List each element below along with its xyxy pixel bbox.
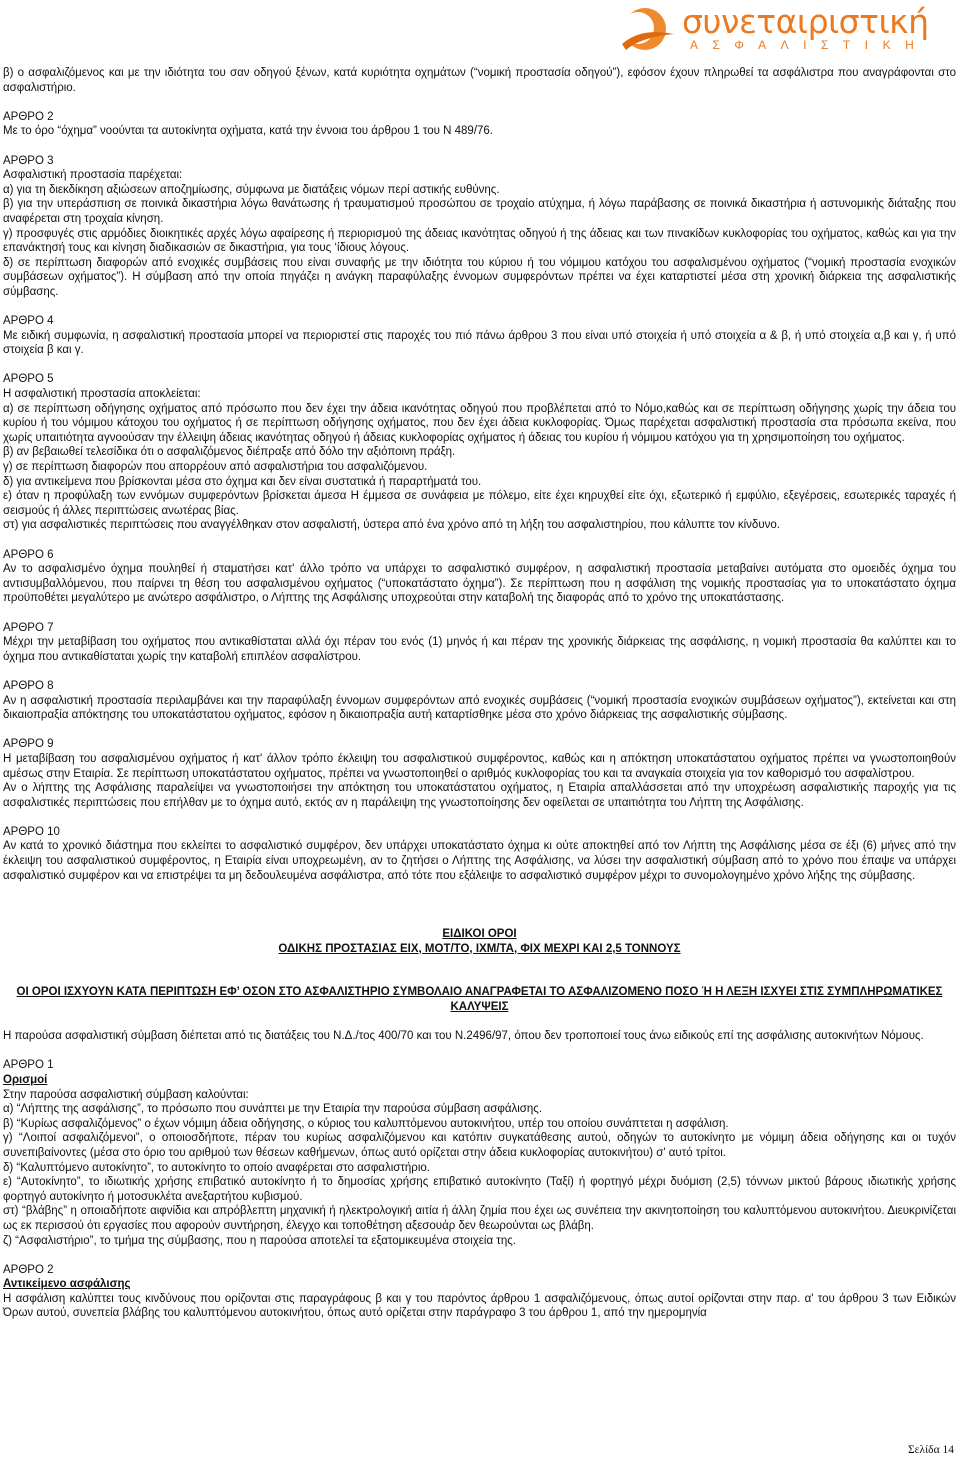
paragraph: δ) σε περίπτωση διαφορών από ενοχικές συμβάσεις που είναι συναφής με την ιδιότητα του κύριου ή του νόμιμου κατόχου του ασφαλισμένου οχήματος (“νομική προστασία ενοχικών συμβάσεων οχήματος”). Η σύμβαση από την οποία πηγάζει η ανάγκη παραφύλαξης έννομων συμφερόντων πρέπει να έχει καταρτιστεί μέσα στη χρονική διάρκεια της ασφαλιστικής σύμβασης.: [3, 256, 956, 298]
paragraph-spacer: [3, 1044, 956, 1059]
article-heading: ΑΡΘΡΟ 2: [3, 1263, 54, 1276]
article-subtitle: Αντικείμενο ασφάλισης: [3, 1278, 131, 1291]
paragraph: δ) “Καλυπτόμενο αυτοκίνητο”, το αυτοκίνητο το οποίο αναφέρεται στο ασφαλιστήριο.: [3, 1161, 430, 1174]
paragraph: Με το όρο “όχημα” νοούνται τα αυτοκίνητα οχήματα, κατά την έννοια του άρθρου 1 του Ν 489/76.: [3, 125, 494, 138]
paragraph: Αν ο λήπτης της Ασφάλισης παραλείψει να γνωστοποιήσει την απόκτηση του υποκατάστατου οχήματος, η Εταιρία απαλλάσσεται από την υποχρέωση ασφαλιστικής παροχής για τις ασφαλιστικές περιπτώσεις που επήλθαν με το όχημα αυτό, εκτός αν η παράλειψη της γνωστοποίησης δεν οφείλεται σε υπαιτιότητα του Λήπτη της Ασφάλισης.: [3, 782, 956, 809]
page-number: Σελίδα 14: [907, 1444, 954, 1456]
paragraph: β) ο ασφαλιζόμενος και με την ιδιότητα του σαν οδηγού ξένων, κατά κυριότητα οχημάτων (“νομική προστασία οδηγού”), εφόσον έχουν πληρωθεί τα ασφάλιστρα που αναγράφονται στο ασφαλιστήριο.: [3, 67, 956, 94]
logo-swoosh-icon: [618, 4, 680, 54]
paragraph: ζ) “Ασφαλιστήριο”, το τμήμα της σύμβασης, που η παρούσα αποτελεί τα εξατομικευμένα στοιχεία της.: [3, 1234, 516, 1247]
paragraph-spacer: [3, 533, 956, 548]
article-heading: ΑΡΘΡΟ 3: [3, 154, 54, 167]
paragraph: Ασφαλιστική προστασία παρέχεται:: [3, 169, 183, 182]
paragraph: γ) σε περίπτωση διαφορών που απορρέουν από ασφαλιστήρια του ασφαλιζόμενου.: [3, 461, 428, 474]
paragraph: Αν κατά το χρονικό διάστημα που εκλείπει το ασφαλιστικό συμφέρον, δεν υπάρχει υποκατάστατο όχημα κι ούτε αποκτηθεί από τον Λήπτη της Ασφάλισης μέσα σε έξι (6) μήνες από την έκλειψη του ασφαλιστικού συμφέροντος, η Εταιρία είναι υποχρεωμένη, αν το ζητήσει ο Λήπτης της Ασφάλισης, να λύσει την ασφαλιστική σύμβαση από το χρόνο που έπαψε να υπάρχει ασφαλιστικό συμφέρον και να επιστρέψει τα μη δεδουλευμένα ασφάλιστρα, από τότε που εξάλειψε το ασφαλιστικό συμφέρον μέχρι το συνομολογημένο χρόνο λήξης της σύμβασης.: [3, 840, 956, 882]
paragraph: α) για τη διεκδίκηση αξιώσεων αποζημίωσης, σύμφωνα με διατάξεις νόμων περί αστικής ευθύνης.: [3, 183, 500, 196]
article-heading: ΑΡΘΡΟ 6: [3, 548, 54, 561]
section-heading: ΟΔΙΚΗΣ ΠΡΟΣΤΑΣΙΑΣ ΕΙΧ, ΜΟΤ/ΤΟ, ΙΧΜ/ΤΑ, ΦΙΧ ΜΕΧΡΙ ΚΑΙ 2,5 ΤΟΝΝΟΥΣ: [278, 942, 681, 955]
article-heading: ΑΡΘΡΟ 7: [3, 621, 54, 634]
section-heading: ΕΙΔΙΚΟΙ ΟΡΟΙ: [442, 928, 517, 941]
paragraph: Η παρούσα ασφαλιστική σύμβαση διέπεται από τις διατάξεις του Ν.Δ./τος 400/70 και του Ν.2496/97, όπου δεν τροποποιεί τους άνω ειδικούς επί της ασφάλισης αυτοκινήτων Νόμους.: [3, 1030, 924, 1043]
paragraph-spacer: [3, 139, 956, 154]
paragraph: ε) “Αυτοκίνητο”, το ιδιωτικής χρήσης επιβατικό αυτοκίνητο ή το δημοσίας χρήσης επιβατικό αυτοκίνητο (Ταξί) ή φορτηγό μέχρι δυόμιση (2,5) τόννων μικτού βάρους ιδιωτικής χρήσης φορτηγό αυτοκίνητο ή μοτοσυκλέτα ανεξαρτήτου κυβισμού.: [3, 1176, 956, 1203]
paragraph: β) αν βεβαιωθεί τελεσίδικα ότι ο ασφαλιζόμενος διέπραξε από δόλο την αξιόποινη πράξη.: [3, 446, 456, 459]
article-heading: ΑΡΘΡΟ 10: [3, 825, 60, 838]
paragraph: Με ειδική συμφωνία, η ασφαλιστική προστασία μπορεί να περιοριστεί στις παροχές του πιό πάνω άρθρου 3 που είναι υπό στοιχεία ή υπό στοιχεία α & β, ή υπό στοιχεία α,β και γ, ή υπό στοιχεία β και γ.: [3, 329, 956, 357]
article-subtitle: Ορισμοί: [3, 1073, 48, 1086]
paragraph: α) σε περίπτωση οδήγησης οχήματος από πρόσωπο που δεν έχει την άδεια ικανότητας οδηγού που προβλέπεται από το Νόμο,καθώς και σε περίπτωση οδήγησης χωρίς την άδεια του κυρίου ή του νόμιμου κάτοχου του οχήματος ή σε περίπτωση οδήγησης οχήματος, που δεν έχει άδεια κυκλοφορίας. Όμως παρέχεται ασφαλιστική προστασία στα πρόσωπα εκείνα, που χωρίς υπαιτιότητα αγνοούσαν την έλλειψη άδειας ικανότητας οδηγού ή άδειας κυκλοφορίας οχήματος ή άδειας του κυρίου ή νόμιμου κατόχου για τη χρησιμοποίηση του οχήματος.: [3, 402, 956, 444]
company-logo: [618, 4, 948, 56]
paragraph-spacer: [3, 606, 956, 621]
paragraph: γ) προσφυγές στις αρμόδιες διοικητικές αρχές λόγω αφαίρεσης ή περιορισμού της άδειας ικανότητας οδηγού ή της άδειας και των πινακίδων κυκλοφορίας του οχήματος, καθώς και για την επανάκτησή τους και κίνηση διαδικασιών σε δικαστήρια, για τους ‘ίδιους λόγους.: [3, 227, 956, 255]
paragraph: στ) “βλάβης” η οποιαδήποτε αιφνίδια και απρόβλεπτη μηχανική ή ηλεκτρολογική αιτία ή άλλη ζημία που έχει ως συνέπεια την ακινητοποίηση του καλυπτόμενου αυτοκινήτου. Διευκρινίζεται ως εκ περισσού ότι εργασίες που αφορούν συντήρηση, έλεγχο και τοποθέτηση αξεσουάρ δεν θεωρούνται ως βλάβη.: [3, 1205, 956, 1232]
paragraph-spacer: [3, 956, 956, 971]
paragraph: Η ασφαλιστική προστασία αποκλείεται:: [3, 388, 201, 401]
paragraph: Η μεταβίβαση του ασφαλισμένου οχήματος ή κατ' άλλον τρόπο έκλειψη του ασφαλιστικού συμφέροντος, καθώς και η απόκτηση υποκατάστατου οχήματος πρέπει να γνωστοποιηθούν αμέσως στην Εταιρία. Σε περίπτωση υποκατάστατου οχήματος, πρέπει να γνωστοποιηθεί ο αριθμός κυκλοφορίας του και τα αναγκαία στοιχεία για τον καθορισμό του ασφαλίστρου.: [3, 752, 956, 780]
paragraph-spacer: [3, 1248, 956, 1263]
paragraph: ε) όταν η προφύλαξη των εννόμων συμφερόντων βρίσκεται άμεσα Η έμμεσα σε συνάφεια με πόλεμο, είτε έχει κηρυχθεί είτε όχι, εξωτερικό ή εμφύλιο, εξεγέρσεις, εσωτερικές ταραχές ή σεισμούς ή άλλες περιπτώσεις ανωτέρας βίας.: [3, 490, 956, 517]
paragraph: γ) “Λοιποί ασφαλιζόμενοι”, ο οποιοσδήποτε, πέραν του κυρίως ασφαλιζόμενου και κατόπιν συγκατάθεσης αυτού, οδηγών το αυτοκίνητο με νόμιμη άδεια οδήγησης και οι τυχόν συνεπιβαίνοντες (μέσα στο όριο του αριθμού των θέσεων καθήμενων, όπως αυτό ορίζεται στην άδεια κυκλοφορίας αυτοκινήτου) σ' αυτό τρίτοι.: [3, 1132, 956, 1159]
article-heading: ΑΡΘΡΟ 1: [3, 1059, 54, 1072]
document-body: [3, 66, 956, 1321]
paragraph: β) για την υπεράσπιση σε ποινικά δικαστήρια λόγω θανάτωσης ή τραυματισμού προσώπου σε τροχαίο ατύχημα, ή λόγω παράβασης σε ποινικά δικαστήρια ή αστυνομικής διάταξης που αναφέρεται στη τροχαία κίνηση.: [3, 198, 956, 225]
logo-wordmark: συνεταιριστική: [682, 2, 929, 41]
paragraph-spacer: [3, 971, 956, 986]
paragraph-spacer: [3, 358, 956, 373]
article-heading: ΑΡΘΡΟ 8: [3, 679, 54, 692]
article-heading: ΑΡΘΡΟ 2: [3, 110, 54, 123]
paragraph: Μέχρι την μεταβίβαση του οχήματος που αντικαθίσταται αλλά όχι πέραν του ενός (1) μηνός ή και πέραν της χρονικής διάρκειας της ασφάλισης, η νομική προστασία θα καλύπτει και το όχημα που αντικαθίσταται χωρίς την καταβολή επιπλέον ασφαλίστρου.: [3, 636, 956, 663]
paragraph-spacer: [3, 723, 956, 738]
paragraph: στ) για ασφαλιστικές περιπτώσεις που αναγγέλθηκαν στον ασφαλιστή, ύστερα από ένα χρόνο από τη λήξη του ασφαλιστηρίου, που κάλυπτε τον κίνδυνο.: [3, 519, 780, 532]
paragraph-spacer: [3, 883, 956, 898]
logo-subtitle: ΑΣΦΑΛΙΣΤΙΚΗ: [690, 38, 929, 52]
section-heading: ΟΙ ΟΡΟΙ ΙΣΧΥΟΥΝ ΚΑΤΑ ΠΕΡΙΠΤΩΣΗ ΕΦ’ ΟΣΟΝ ΣΤΟ ΑΣΦΑΛΙΣΤΗΡΙΟ ΣΥΜΒΟΛΑΙΟ ΑΝΑΓΡΑΦΕΤΑΙ ΤΟ ΑΣΦΑΛΙΖΟΜΕΝΟ ΠΟΣΟ Ή Η ΛΕΞΗ ΙΣΧΥΕΙ ΣΤΙΣ ΣΥΜΠΛΗΡΩΜΑΤΙΚΕΣ ΚΑΛΥΨΕΙΣ: [16, 986, 943, 1013]
article-heading: ΑΡΘΡΟ 5: [3, 373, 54, 386]
paragraph-spacer: [3, 1015, 956, 1030]
paragraph: Αν το ασφαλισμένο όχημα πουληθεί ή σταματήσει κατ' άλλο τρόπο να υπάρχει το ασφαλιστικό συμφέρον, η ασφαλιστική προστασία μεταβαίνει αυτόματα στο ομοειδές όχημα του αντισυμβαλλόμενου, που παίρνει τη θέση του ασφαλισμένου οχήματος (“υποκατάστατο όχημα”). Σε περίπτωση που η ασφάλιση της νομικής προστασίας για το υποκατάστατο όχημα προϋποθέτει μεγαλύτερο με ανώτερο ασφάλιστρο, ο Λήπτης της Ασφάλισης υποχρεούται στην καταβολή της διαφοράς από το χρόνο της υποκατάστασης.: [3, 563, 956, 605]
paragraph-spacer: [3, 898, 956, 913]
paragraph: α) “Λήπτης της ασφάλισης”, το πρόσωπο που συνάπτει με την Εταιρία την παρούσα σύμβαση ασφάλισης.: [3, 1103, 543, 1116]
paragraph-spacer: [3, 300, 956, 315]
paragraph: Η ασφάλιση καλύπτει τους κινδύνους που ορίζονται στις παραγράφους β και γ του παρόντος άρθρου 1 ασφαλιζόμενους, όπως αυτοί ορίζονται στην παρ. α' του άρθρου 3 των Ειδικών Όρων αυτού, συνεπεία βλάβης του καλυπτόμενου αυτοκινήτου, όπως αυτό ορίζεται στην παράγραφο 3 του άρθρου 1, από την ημερομηνία: [3, 1292, 956, 1320]
paragraph-spacer: [3, 912, 956, 927]
paragraph-spacer: [3, 810, 956, 825]
paragraph: Στην παρούσα ασφαλιστική σύμβαση καλούνται:: [3, 1088, 249, 1101]
article-heading: ΑΡΘΡΟ 9: [3, 738, 54, 751]
paragraph: Αν η ασφαλιστική προστασία περιλαμβάνει και την παραφύλαξη έννομων συμφερόντων από ενοχικές συμβάσεις (“νομική προστασία ενοχικών συμβάσεων οχήματος”), εκτείνεται και στη δικαιοπραξία απόκτησης του υποκατάστατου οχήματος, εφόσον η δικαιοπραξία αυτή καταρτίσθηκε μέσα στο χρόνο διάρκειας της ασφαλιστικής σύμβασης.: [3, 694, 956, 722]
paragraph: δ) για αντικείμενα που βρίσκονται μέσα στο όχημα και δεν είναι συστατικά ή παραρτήματά του.: [3, 475, 482, 488]
paragraph-spacer: [3, 95, 956, 110]
paragraph: β) “Κυρίως ασφαλιζόμενος” ο έχων νόμιμη άδεια οδήγησης, ο κύριος του καλυπτόμενου αυτοκινήτου, υπέρ του οποίου συνάπτεται η ασφάλιση.: [3, 1117, 729, 1130]
article-heading: ΑΡΘΡΟ 4: [3, 315, 54, 328]
paragraph-spacer: [3, 664, 956, 679]
